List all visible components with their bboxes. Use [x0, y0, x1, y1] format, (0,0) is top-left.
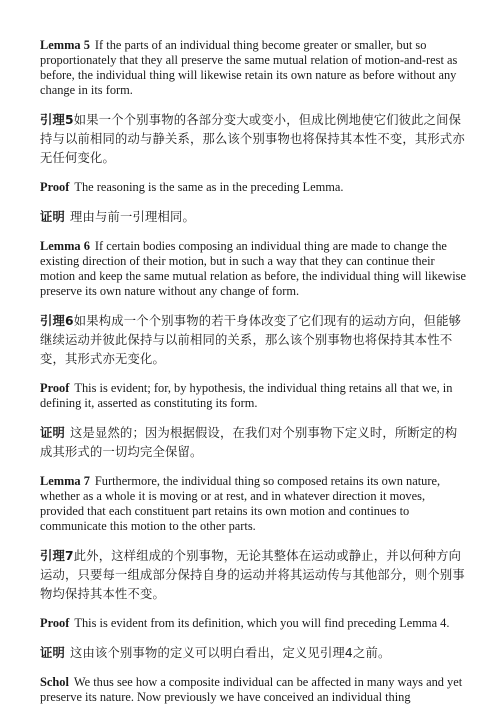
block-label: 证明 [40, 210, 65, 224]
block-text: We thus see how a composite individual can be affected in many ways and yet preserve its nature. Now previously we have conceived an individual thing [40, 675, 463, 704]
lemma-7-en [40, 474, 466, 534]
block-text: 理由与前一引理相同。 [70, 210, 195, 224]
block-text: 这由该个别事物的定义可以明白看出，定义见引理4之前。 [70, 646, 391, 660]
scholium-en [40, 675, 466, 705]
proof-6-zh [40, 424, 466, 462]
block-label: 引理5 [40, 113, 74, 127]
block-text: 如果构成一个个别事物的若干身体改变了它们现有的运动方向，但能够继续运动并彼此保持与以前相同的关系，那么该个别事物也将保持其本性不变，其形式亦无变化。 [40, 314, 462, 366]
block-label: 证明 [40, 646, 65, 660]
block-text: This is evident; for, by hypothesis, the individual thing retains all that we, in defining it, asserted as constituting its form. [40, 381, 453, 410]
block-label: 引理7 [40, 549, 74, 563]
block-text: The reasoning is the same as in the preceding Lemma. [74, 180, 344, 194]
lemma-5-en [40, 38, 466, 98]
proof-6-en [40, 381, 466, 411]
block-label: Lemma 7 [40, 474, 90, 488]
block-label: Schol [40, 675, 69, 689]
block-text: If the parts of an individual thing become greater or smaller, but so proportionately that they all preserve the same mutual relation of motion-and-rest as before, the individual thing will likewise retain its own nature as before without any change in its form. [40, 38, 458, 97]
proof-5-en [40, 180, 466, 195]
lemma-5-zh [40, 111, 466, 168]
block-label: 引理6 [40, 314, 74, 328]
block-text: 这是显然的；因为根据假设，在我们对个别事物下定义时，所断定的构成其形式的一切均完全保留。 [40, 426, 458, 459]
block-text: This is evident from its definition, which you will find preceding Lemma 4. [74, 616, 450, 630]
block-text: 此外，这样组成的个别事物，无论其整体在运动或静止，并以何种方向运动，只要每一组成部分保持自身的运动并将其运动传与其他部分，则个别事物均保持其本性不变。 [40, 549, 465, 601]
lemma-6-en [40, 239, 466, 299]
block-text: If certain bodies composing an individual thing are made to change the existing direction of their motion, but in such a way that they can continue their motion and keep the same mutual relation as before, the individual thing will likewise preserve its own nature without any change of form. [40, 239, 466, 298]
block-label: Lemma 6 [40, 239, 90, 253]
block-label: Proof [40, 180, 70, 194]
lemma-7-zh [40, 547, 466, 604]
document-page [40, 38, 466, 718]
proof-5-zh [40, 208, 466, 227]
block-text: Furthermore, the individual thing so composed retains its own nature, whether as a whole it is moving or at rest, and in whatever direction it moves, provided that each constituent part retains its own motion and continues to communicate this motion to the other parts. [40, 474, 441, 533]
block-label: Proof [40, 381, 70, 395]
block-label: Proof [40, 616, 70, 630]
lemma-6-zh [40, 312, 466, 369]
block-text: 如果一个个别事物的各部分变大或变小，但成比例地使它们彼此之间保持与以前相同的动与静关系，那么该个别事物也将保持其本性不变，其形式亦无任何变化。 [40, 113, 465, 165]
proof-7-en [40, 616, 466, 631]
block-label: 证明 [40, 426, 65, 440]
proof-7-zh [40, 644, 466, 663]
block-label: Lemma 5 [40, 38, 90, 52]
